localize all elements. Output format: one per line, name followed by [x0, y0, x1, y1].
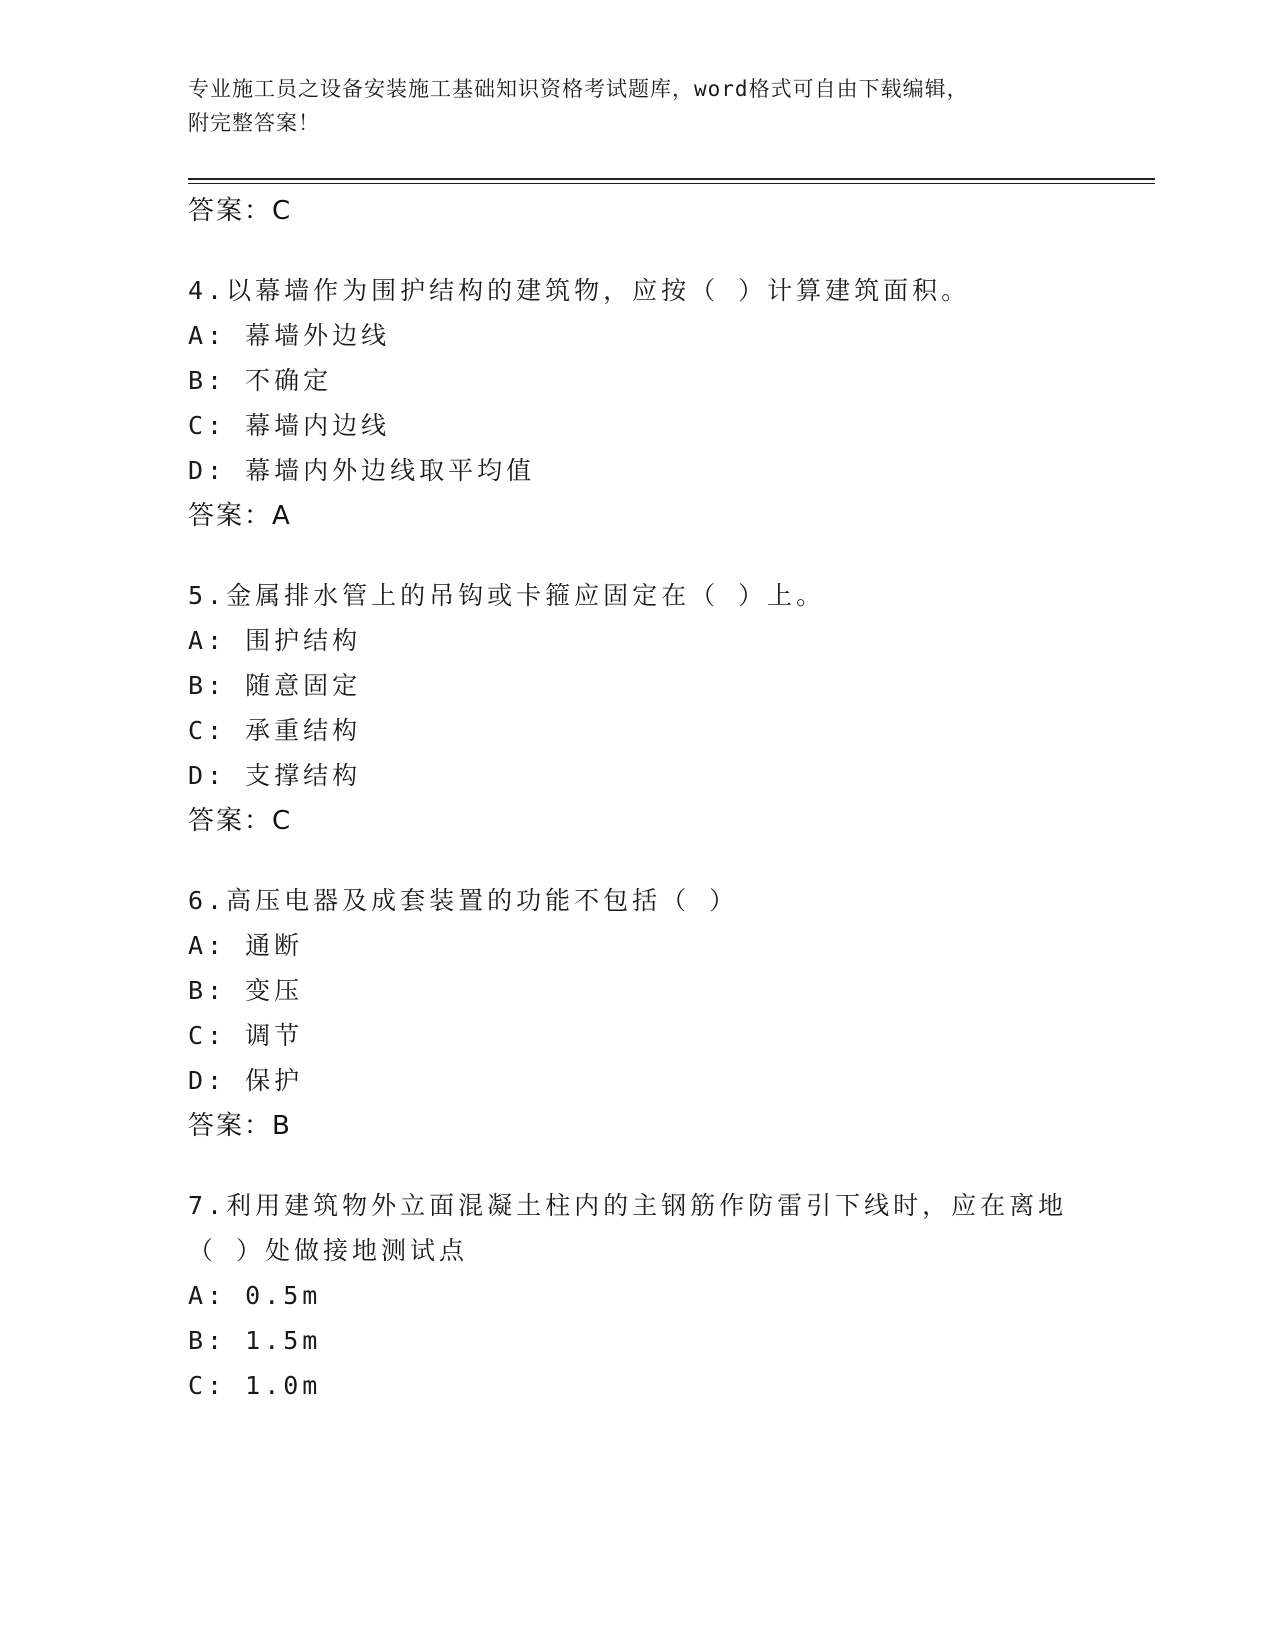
- question-block: [188, 1183, 1148, 1408]
- question-block: [188, 878, 1148, 1149]
- option-c: C: 1.0m: [188, 1371, 322, 1400]
- option-a: A: 0.5m: [188, 1281, 322, 1310]
- option-d: D: 支撑结构: [188, 761, 362, 790]
- question-stem: 7.利用建筑物外立面混凝土柱内的主钢筋作防雷引下线时，应在离地: [188, 1191, 1068, 1220]
- option-b: B: 不确定: [188, 366, 333, 395]
- option-a: A: 幕墙外边线: [188, 321, 391, 350]
- header-rule-thin: [188, 183, 1155, 184]
- option-a: A: 通断: [188, 931, 304, 960]
- question-content: [188, 188, 1148, 1408]
- header-line-1: 专业施工员之设备安装施工基础知识资格考试题库，word格式可自由下载编辑，: [188, 77, 969, 101]
- header-line-2: 附完整答案！: [188, 111, 320, 135]
- option-d: D: 保护: [188, 1066, 304, 1095]
- option-c: C: 幕墙内边线: [188, 411, 391, 440]
- question-stem-continued: （ ）处做接地测试点: [188, 1236, 469, 1265]
- option-a: A: 围护结构: [188, 626, 362, 655]
- option-c: C: 调节: [188, 1021, 304, 1050]
- option-b: B: 变压: [188, 976, 304, 1005]
- question-block: [188, 573, 1148, 844]
- option-b: B: 1.5m: [188, 1326, 322, 1355]
- option-d: D: 幕墙内外边线取平均值: [188, 456, 536, 485]
- question-block: [188, 268, 1148, 539]
- document-header: [188, 72, 1068, 140]
- answer-line: 答案：A: [188, 501, 292, 531]
- answer-line: 答案：B: [188, 1111, 292, 1141]
- answer-line: 答案：C: [188, 806, 293, 836]
- question-stem: 4.以幕墙作为围护结构的建筑物，应按（ ）计算建筑面积。: [188, 276, 971, 305]
- header-rule-thick: [188, 178, 1155, 180]
- answer-line: 答案：C: [188, 196, 293, 226]
- option-b: B: 随意固定: [188, 671, 362, 700]
- question-stem: 6.高压电器及成套装置的功能不包括（ ）: [188, 886, 739, 915]
- option-c: C: 承重结构: [188, 716, 362, 745]
- question-stem: 5.金属排水管上的吊钩或卡箍应固定在（ ）上。: [188, 581, 826, 610]
